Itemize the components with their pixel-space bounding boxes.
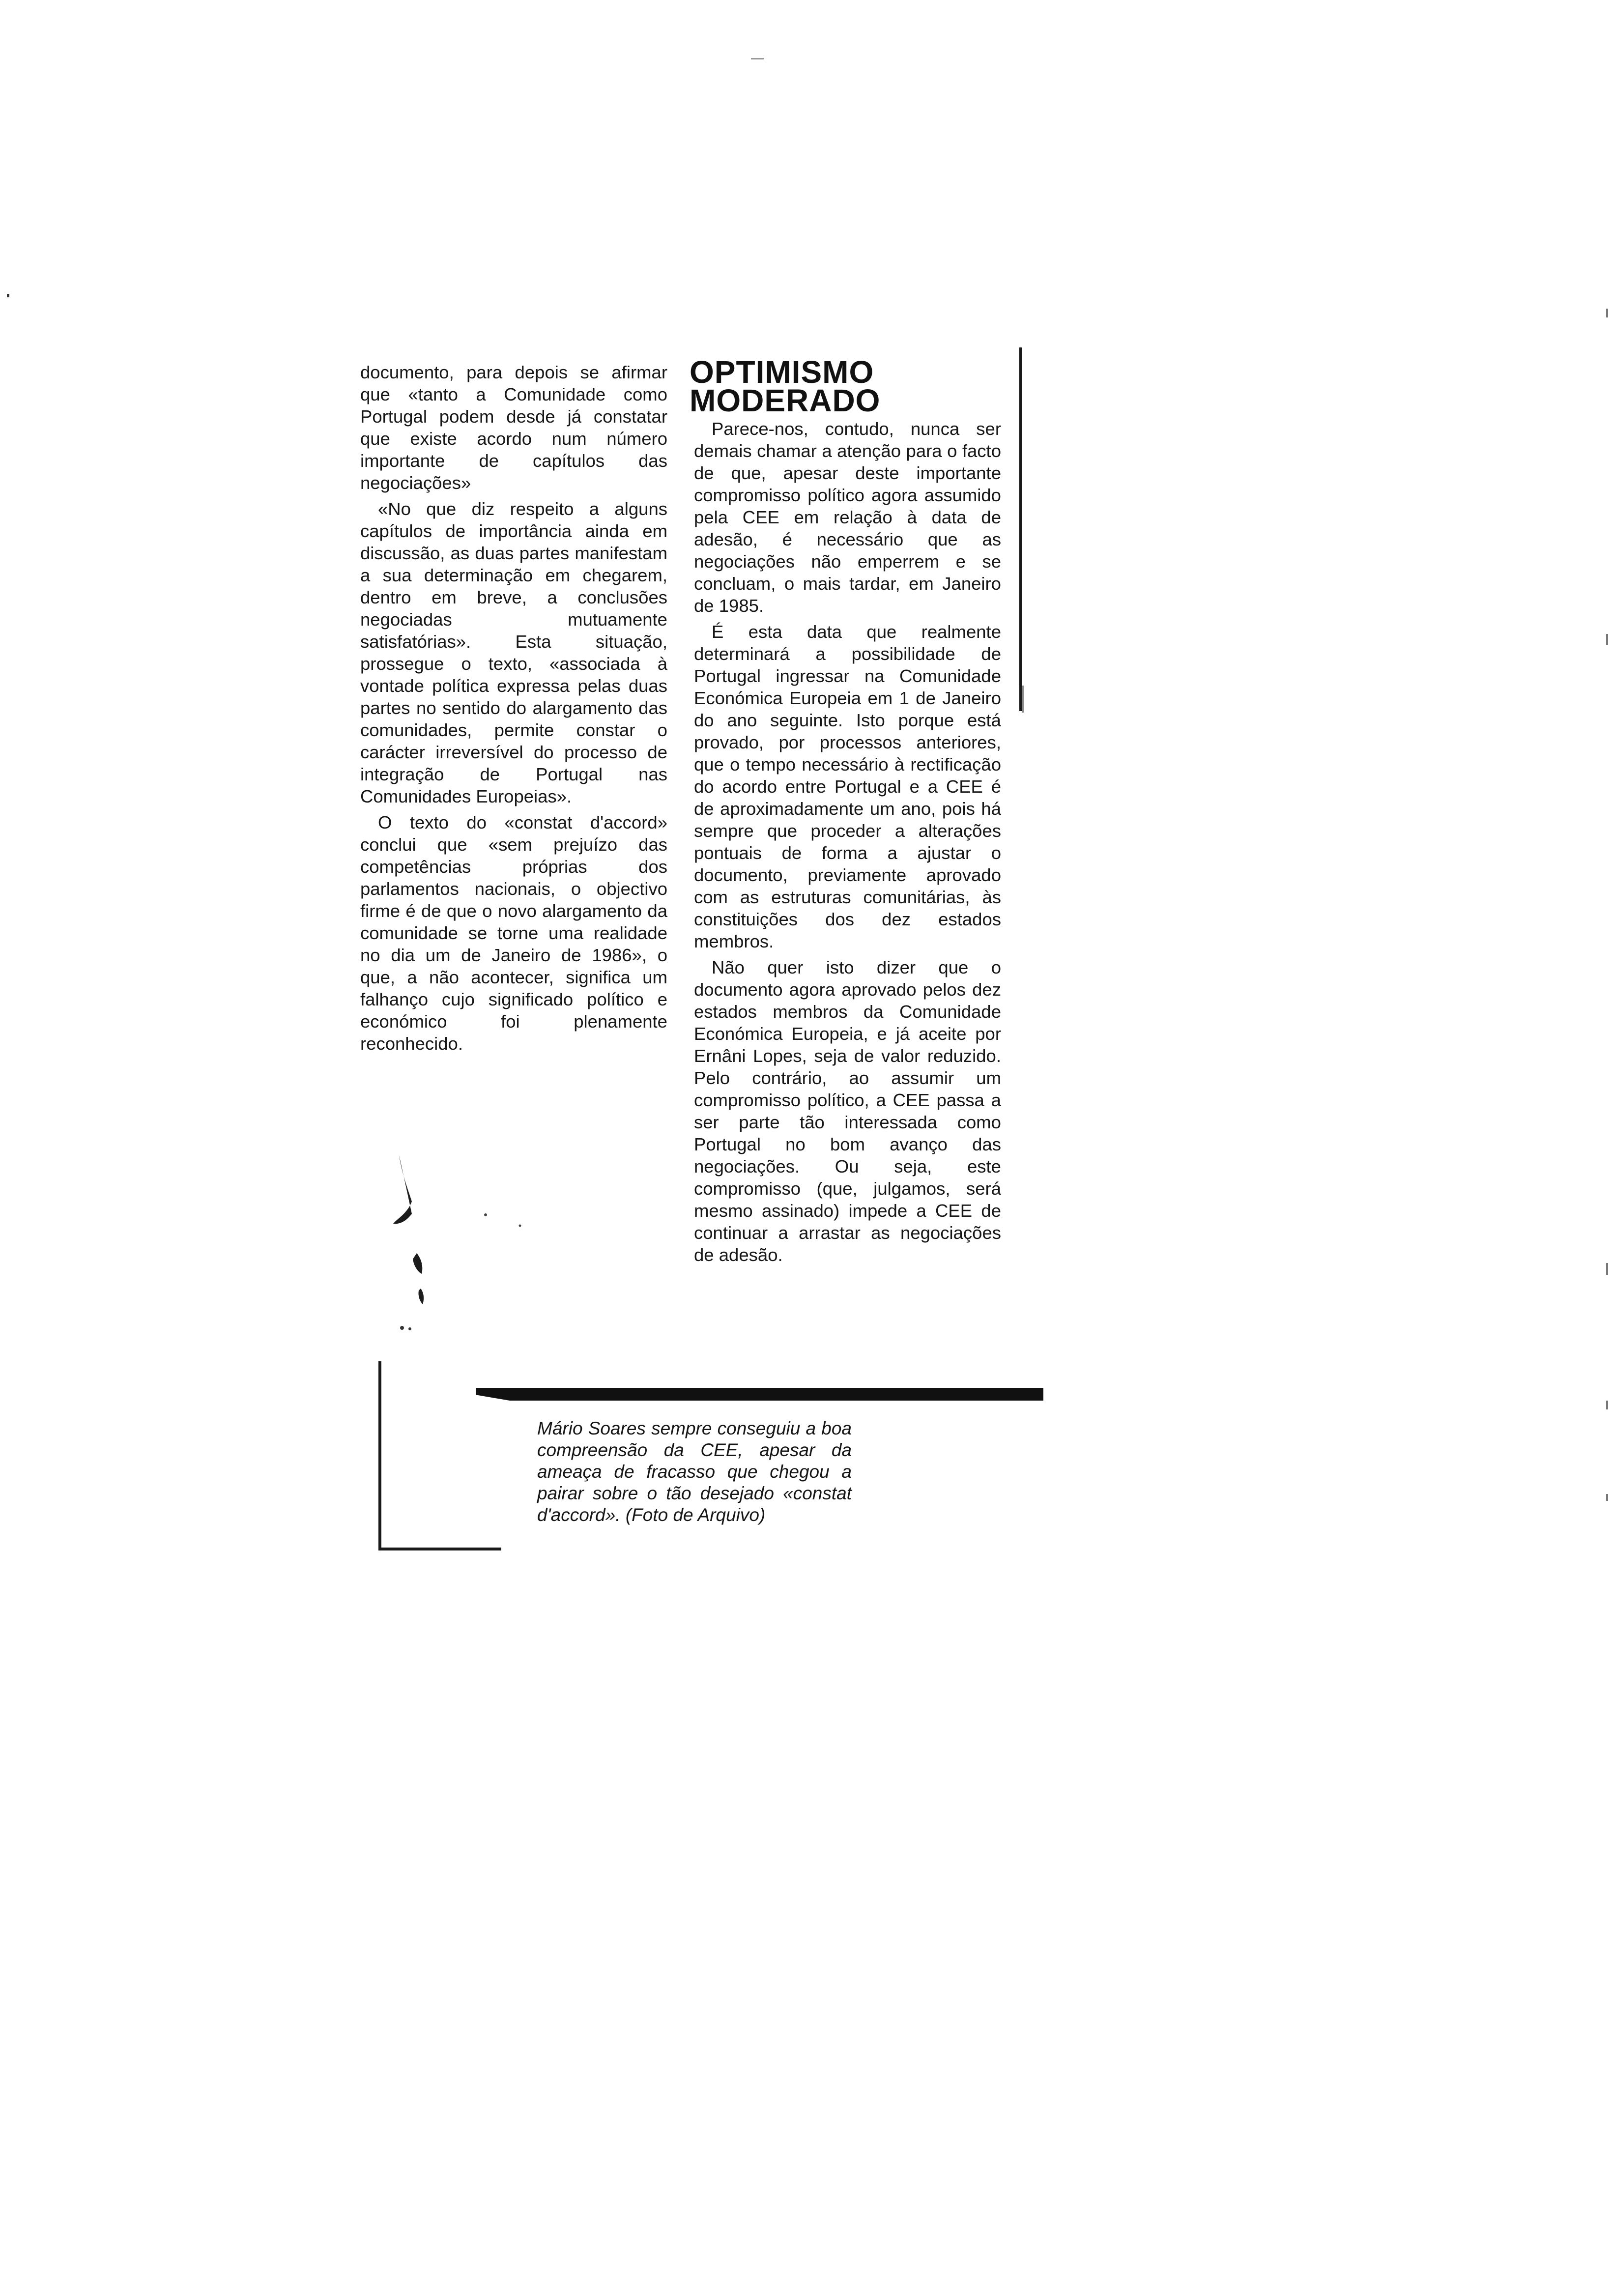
article-paragraph: Parece-nos, contudo, nunca ser demais chamar a atenção para o facto de que, apesar deste importante compromisso político agora assumido pela CEE em relação à data de adesão, é necessário que as negociações não emperrem e se concluam, o mais tardar, em Janeiro de 1985.: [694, 419, 1001, 616]
scan-mark: [751, 58, 764, 59]
scan-mark: [1606, 1494, 1608, 1501]
article-column-right: [694, 418, 1001, 1270]
caption-bar: [476, 1388, 1043, 1401]
article-paragraph: É esta data que realmente determinará a possibilidade de Portugal ingressar na Comunidade Económica Europeia em 1 de Janeiro do ano seguinte. Isto porque está provado, por processos anteriores, que o tempo necessário à rectificação do acordo entre Portugal e a CEE é de aproximadamente um ano, pois há sempre que proceder a alterações pontuais de forma a ajustar o documento, previamente aprovado com as estruturas comunitárias, às constituições dos dez estados membros.: [694, 622, 1001, 951]
photo-remnant-graphic: [382, 1145, 540, 1361]
photo-frame-left: [378, 1361, 381, 1550]
column-rule: [1019, 347, 1022, 711]
scan-mark: [7, 294, 9, 297]
article-paragraph: «No que diz respeito a alguns capítulos de importância ainda em discussão, as duas partes manifestam a sua determinação em chegarem, dentro em breve, a conclusões negociadas mutuamente satisfatórias». Esta situação, prossegue o texto, «associada à vontade política expressa pelas duas partes no sentido do alargamento das comunidades, permite constar o carácter irreversível do processo de integração de Portugal nas Comunidades Europeias».: [360, 499, 667, 806]
photo-frame-bottom: [378, 1548, 501, 1550]
scan-mark: [1606, 309, 1608, 317]
article-paragraph: O texto do «constat d'accord» conclui que «sem prejuízo das competências próprias dos parlamentos nacionais, o objectivo firme é de que o novo alargamento da comunidade se torne uma realidade no dia um de Janeiro de 1986», o que, a não acontecer, significa um falhanço cujo significado político e económico foi plenamente reconhecido.: [360, 812, 667, 1054]
photo-remnant: [382, 1145, 540, 1361]
article-paragraph: documento, para depois se afirmar que «tanto a Comunidade como Portugal podem desde já constatar que existe acordo num número importante de capítulos das negociações»: [360, 362, 667, 493]
article-paragraph: Não quer isto dizer que o documento agora aprovado pelos dez estados membros da Comunidade Económica Europeia, e já aceite por Ernâni Lopes, seja de valor reduzido. Pelo contrário, ao assumir um compromisso político, a CEE passa a ser parte tão interessada como Portugal no bom avanço das negociações. Ou seja, este compromisso (que, julgamos, será mesmo assinado) impede a CEE de continuar a arrastar as negociações de adesão.: [694, 957, 1001, 1265]
column-rule-tick: [1022, 686, 1024, 713]
section-heading: OPTIMISMO MODERADO: [690, 354, 881, 418]
article-column-left: [360, 361, 667, 1059]
scan-mark: [1606, 1401, 1608, 1409]
scan-mark: [1606, 634, 1608, 645]
photo-caption: Mário Soares sempre conseguiu a boa compreensão da CEE, apesar da ameaça de fracasso que chegou a pairar sobre o tão desejado «constat d'accord». (Foto de Arquivo): [537, 1418, 852, 1525]
scan-mark: [1606, 1263, 1608, 1275]
